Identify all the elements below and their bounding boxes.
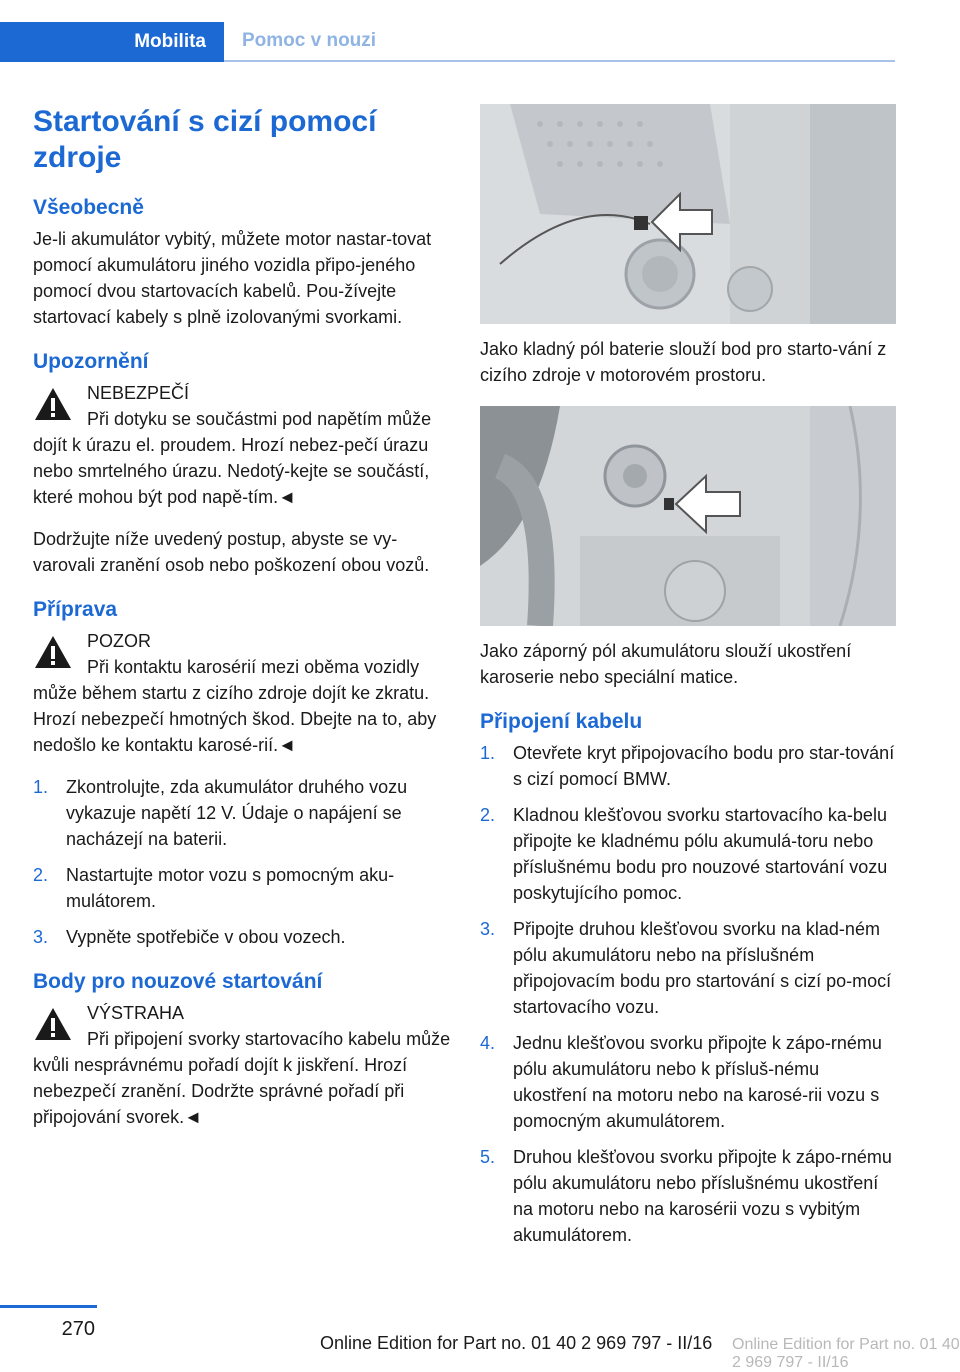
caution-title: POZOR — [87, 631, 152, 651]
procedure-text: Dodržujte níže uvedený postup, abyste se vy-varovali zranění osob nebo poškození obou vozů. — [33, 529, 430, 575]
list-item: 1. Zkontrolujte, zda akumulátor druhého vozu vykazuje napětí 12 V. Údaje o napájení se nacházejí na baterii. — [33, 777, 408, 849]
section-heading-general: Všeobecně — [33, 196, 144, 219]
right-column — [480, 104, 896, 1266]
warning-triangle-icon — [33, 1006, 73, 1042]
general-text: Je-li akumulátor vybitý, můžete motor nastar-tovat pomocí akumulátoru jiného vozidla připo-jeného pomocí dvou startovacích kabelů. Pou-žívejte startovací kabely s plně izolovanými svorkami. — [33, 229, 432, 327]
danger-notice — [33, 380, 451, 510]
caution-text: Při kontaktu karosérií mezi oběma vozidly může během startu z cizího zdroje dojít ke zkratu. Hrozí nebezpečí hmotných škod. Dbejte na to, aby nedošlo ke kontaktu karosé-rií.◄ — [33, 657, 437, 755]
tab-mobilita[interactable]: Mobilita — [0, 22, 224, 62]
danger-text: Při dotyku se součástmi pod napětím může dojít k úrazu el. proudem. Hrozí nebez-pečí úrazu nebo smrtelného úrazu. Nedotý-kejte se součástí, které mohou být pod napě-tím.◄ — [33, 409, 432, 507]
warning-triangle-icon — [33, 634, 73, 670]
engine-bay-illustration — [480, 104, 896, 324]
page-number: 270 — [61, 1318, 95, 1340]
footer-rule — [0, 1305, 97, 1308]
section-heading-notice: Upozornění — [33, 350, 149, 373]
page-header — [0, 22, 895, 62]
engine-bay-illustration — [480, 406, 896, 626]
connect-steps — [480, 740, 896, 1248]
section-heading-preparation: Příprava — [33, 598, 118, 621]
list-item: 5. Druhou klešťovou svorku připojte k zápo-rnému pólu akumulátoru nebo příslušnému ukostření na motoru nebo na karosérii vozu s vybitým akumulátorem. — [480, 1147, 892, 1245]
warning-text: Při připojení svorky startovacího kabelu může kvůli nesprávnému pořadí dojít k jiskření. Hrozí nebezpečí zranění. Dodržte správné pořadí při připojování svorek.◄ — [33, 1029, 451, 1127]
photo-caption-negative: Jako záporný pól akumulátoru slouží ukostření karoserie nebo speciální matice. — [480, 641, 852, 687]
engine-bay-photo-negative — [480, 406, 896, 626]
section-heading-connect-cable: Připojení kabelu — [480, 710, 643, 733]
tab-pomoc-v-nouzi[interactable]: Pomoc v nouzi — [224, 22, 895, 62]
list-item: 4. Jednu klešťovou svorku připojte k zápo-rnému pólu akumulátoru nebo k přísluš-nému ukostření na motoru nebo na karosé-rii vozu s pomocným akumulátorem. — [480, 1033, 882, 1131]
edition-text: Online Edition for Part no. 01 40 2 969 797 - II/16 — [320, 1333, 713, 1353]
caution-notice — [33, 628, 451, 758]
left-column — [33, 104, 451, 1146]
danger-title: NEBEZPEČÍ — [87, 383, 190, 403]
section-heading-start-points: Body pro nouzové startování — [33, 970, 323, 993]
list-item: 3. Připojte druhou klešťovou svorku na klad-ném pólu akumulátoru nebo na příslušném připojovacím bodu pro startování s cizí po-mocí startovacího vozu. — [480, 919, 892, 1017]
warning-triangle-icon — [33, 386, 73, 422]
page-title: Startování s cizí pomocí zdroje — [33, 105, 377, 174]
engine-bay-photo-positive — [480, 104, 896, 324]
preparation-steps — [33, 774, 451, 950]
warning-title: VÝSTRAHA — [87, 1003, 185, 1023]
list-item: 1. Otevřete kryt připojovacího bodu pro star-tování s cizí pomocí BMW. — [480, 743, 895, 789]
warning-notice — [33, 1000, 451, 1130]
list-item: 2. Nastartujte motor vozu s pomocným aku-mulátorem. — [33, 865, 395, 911]
list-item: 3. Vypněte spotřebiče v obou vozech. — [33, 927, 346, 947]
list-item: 2. Kladnou klešťovou svorku startovacího ka-belu připojte ke kladnému pólu akumulá-toru nebo příslušnému bodu pro nouzové startování vozu poskytujícího pomoc. — [480, 805, 888, 903]
photo-caption-positive: Jako kladný pól baterie slouží bod pro starto-vání z cizího zdroje v motorovém prostoru. — [480, 339, 887, 385]
watermark: Online Edition for Part no. 01 40 2 969 797 - II/16 — [732, 1336, 960, 1371]
